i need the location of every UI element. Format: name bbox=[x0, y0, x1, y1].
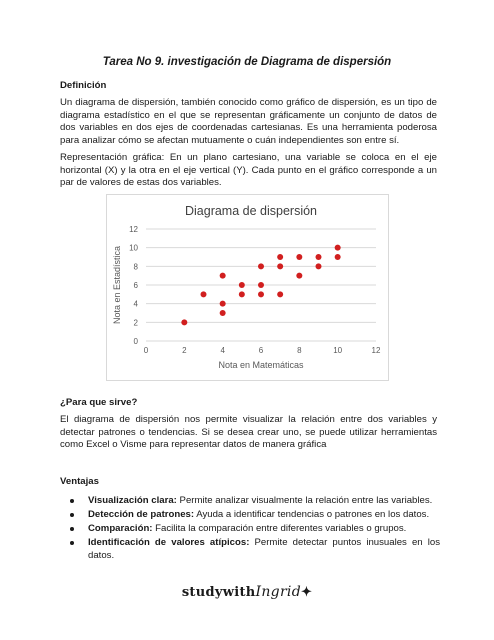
y-tick-label: 4 bbox=[133, 299, 138, 309]
data-point bbox=[239, 291, 245, 297]
definition-paragraph: Un diagrama de dispersión, también conocido como gráfico de dispersión, es un tipo de diagrama estadístico en el que se representan gráficamente un conjunto de datos de dos variables en dos ejes de coordenadas cartesianas. Es una herramienta poderosa para analizar cómo se afectan mutuamente o cuán independientes son entre sí. bbox=[60, 97, 437, 146]
chart-title: Diagrama de dispersión bbox=[184, 204, 318, 218]
data-point bbox=[201, 291, 207, 297]
data-point bbox=[316, 263, 322, 269]
brand-text: studywith bbox=[181, 585, 256, 600]
advantage-text: Ayuda a identificar tendencias o patrones en los datos. bbox=[194, 509, 430, 521]
data-point bbox=[277, 254, 283, 260]
y-axis-label: Nota en Estadística bbox=[112, 245, 122, 325]
list-item bbox=[60, 537, 440, 562]
x-tick-label: 12 bbox=[371, 346, 381, 355]
list-item bbox=[60, 523, 440, 536]
data-point bbox=[296, 254, 302, 260]
advantage-text: Facilita la comparación entre diferentes variables o grupos. bbox=[152, 523, 407, 535]
scatter-chart-svg bbox=[106, 194, 389, 381]
bullet-icon bbox=[70, 499, 74, 503]
advantage-text: Permite detectar puntos inusuales en los datos. bbox=[88, 537, 440, 561]
advantages-list bbox=[60, 495, 440, 564]
brand-script: Ingrid bbox=[255, 584, 301, 600]
bullet-icon bbox=[70, 513, 74, 517]
data-point bbox=[220, 310, 226, 316]
y-tick-label: 0 bbox=[133, 337, 138, 346]
brand-logo bbox=[0, 584, 494, 600]
definition-heading: Definición bbox=[60, 80, 107, 91]
scatter-chart bbox=[106, 194, 389, 381]
y-tick-label: 12 bbox=[129, 225, 138, 234]
data-point bbox=[181, 319, 187, 325]
data-point bbox=[277, 263, 283, 269]
data-point bbox=[316, 254, 322, 260]
advantage-term: Comparación: bbox=[88, 523, 153, 535]
data-point bbox=[258, 291, 264, 297]
x-axis-label: Nota en Matemáticas bbox=[218, 360, 304, 370]
data-point bbox=[258, 282, 264, 288]
data-point bbox=[258, 263, 264, 269]
chart-frame bbox=[107, 195, 389, 381]
y-tick-label: 2 bbox=[133, 318, 138, 328]
purpose-paragraph: El diagrama de dispersión nos permite visualizar la relación entre dos variables y detectar patrones o tendencias. Si se desea crear uno, se puede utilizar herramientas como Excel o Visme para representar datos de manera gráfica bbox=[60, 414, 437, 451]
advantages-heading: Ventajas bbox=[60, 476, 99, 487]
advantage-text: Permite analizar visualmente la relación entre las variables. bbox=[176, 495, 433, 506]
x-tick-label: 10 bbox=[333, 346, 343, 355]
y-tick-label: 8 bbox=[133, 262, 138, 272]
y-tick-label: 10 bbox=[129, 243, 138, 253]
purpose-heading: ¿Para que sirve? bbox=[60, 397, 138, 408]
advantage-term: Visualización clara: bbox=[88, 495, 177, 506]
list-item bbox=[60, 495, 440, 508]
advantage-term: Detección de patrones: bbox=[88, 509, 195, 521]
data-point bbox=[335, 245, 341, 251]
sparkle-icon: ✦ bbox=[300, 585, 313, 600]
y-tick-label: 6 bbox=[133, 281, 138, 290]
x-tick-label: 0 bbox=[143, 346, 149, 355]
x-tick-label: 4 bbox=[220, 346, 225, 355]
document-title: Tarea No 9. investigación de Diagrama de dispersión bbox=[102, 56, 392, 68]
representation-paragraph: Representación gráfica: En un plano cartesiano, una variable se coloca en el eje horizontal (X) y la otra en el eje vertical (Y). Cada punto en el gráfico corresponde a un par de valores de estas dos variables. bbox=[60, 152, 437, 189]
data-point bbox=[220, 301, 226, 307]
data-point bbox=[296, 273, 302, 279]
x-tick-label: 2 bbox=[182, 346, 187, 355]
x-tick-label: 6 bbox=[258, 346, 264, 355]
list-item bbox=[60, 509, 440, 522]
x-tick-label: 8 bbox=[297, 346, 302, 355]
bullet-icon bbox=[70, 527, 74, 531]
data-point bbox=[239, 282, 245, 288]
data-point bbox=[277, 291, 283, 297]
bullet-icon bbox=[70, 541, 74, 545]
data-point bbox=[335, 254, 341, 260]
data-point bbox=[220, 273, 226, 279]
advantage-term: Identificación de valores atípicos: bbox=[88, 537, 250, 549]
